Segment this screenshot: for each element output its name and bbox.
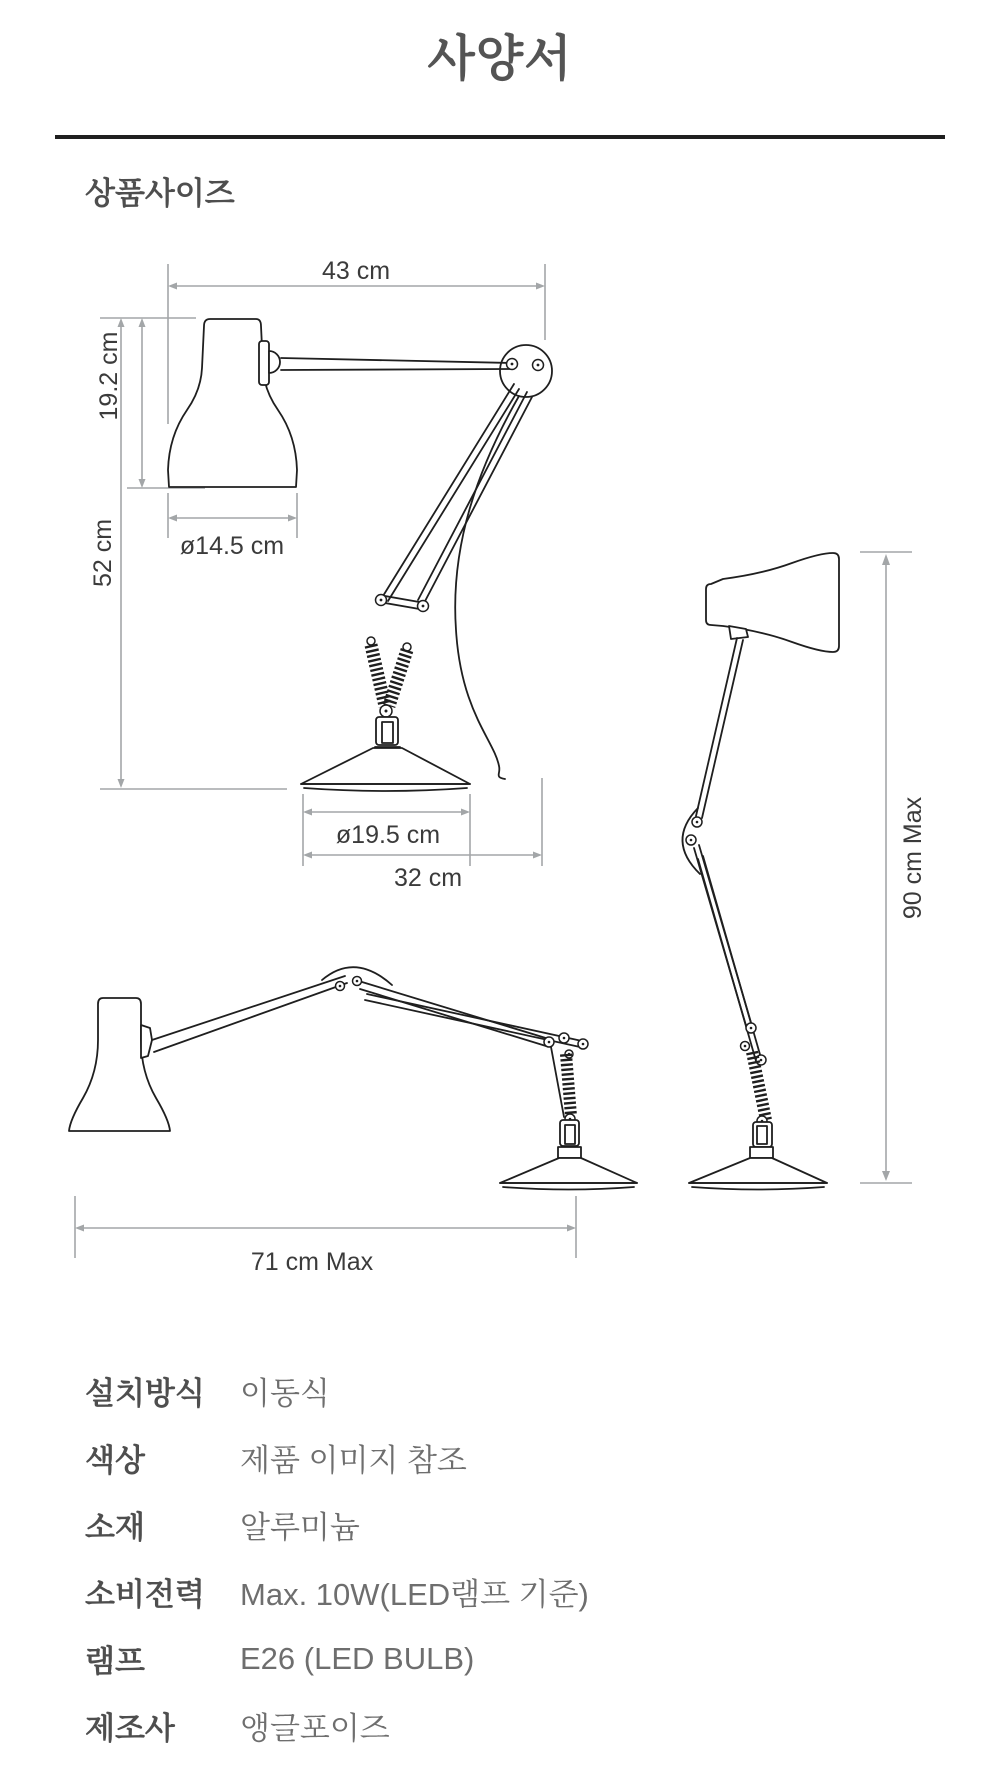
spec-label: 제조사 — [85, 1711, 175, 1746]
lamp-shade — [706, 553, 839, 652]
dim-reach-max-label: 71 cm Max — [250, 1248, 374, 1276]
spec-value: 제품 이미지 참조 — [240, 1443, 467, 1478]
dim-width-top-label: 43 cm — [321, 257, 391, 285]
table-row — [85, 1491, 940, 1558]
lamp-base — [689, 1158, 827, 1183]
tension-spring — [566, 1054, 571, 1116]
lamp-shade — [69, 998, 170, 1131]
tension-spring — [371, 645, 385, 706]
spec-label: 색상 — [85, 1443, 145, 1478]
spec-label: 램프 — [85, 1644, 145, 1679]
spec-value: E26 (LED BULB) — [240, 1640, 475, 1676]
spec-label: 설치방식 — [85, 1376, 205, 1411]
spec-value: 이동식 — [240, 1376, 330, 1411]
lamp-base — [301, 748, 470, 784]
dim-height-max-label: 90 cm Max — [899, 796, 927, 920]
table-row — [85, 1625, 940, 1692]
spec-value: 알루미늄 — [240, 1510, 360, 1545]
power-cord — [455, 396, 519, 779]
pulley-wheel — [500, 345, 552, 397]
side-view-drawing — [682, 552, 927, 1190]
page-title: 사양서 — [427, 32, 573, 86]
spec-value: 앵글포이즈 — [240, 1711, 390, 1746]
dim-shade-height-label: 19.2 cm — [95, 331, 123, 421]
folded-view-drawing — [69, 967, 637, 1276]
top-view-drawing — [89, 257, 552, 892]
table-row — [85, 1692, 940, 1759]
table-row — [85, 1424, 940, 1491]
lamp-dimension-diagram — [0, 200, 1000, 1350]
table-row — [85, 1558, 940, 1625]
table-row — [85, 1357, 940, 1424]
spec-label: 소재 — [85, 1510, 145, 1545]
section-title-product-size: 상품사이즈 — [85, 176, 235, 211]
lamp-base — [500, 1158, 637, 1183]
shade-hinge — [259, 341, 269, 385]
lamp-shade — [168, 319, 297, 487]
dim-total-height-label: 52 cm — [89, 518, 117, 588]
tension-spring — [389, 650, 407, 706]
spec-label: 소비전력 — [85, 1577, 205, 1612]
spec-table — [85, 1357, 940, 1759]
dim-depth-label: 32 cm — [393, 864, 463, 892]
header-divider — [55, 135, 945, 139]
dim-base-diameter-label: ø19.5 cm — [335, 821, 441, 849]
dim-shade-diameter-label: ø14.5 cm — [179, 532, 285, 560]
spec-value: Max. 10W(LED램프 기준) — [240, 1577, 589, 1612]
